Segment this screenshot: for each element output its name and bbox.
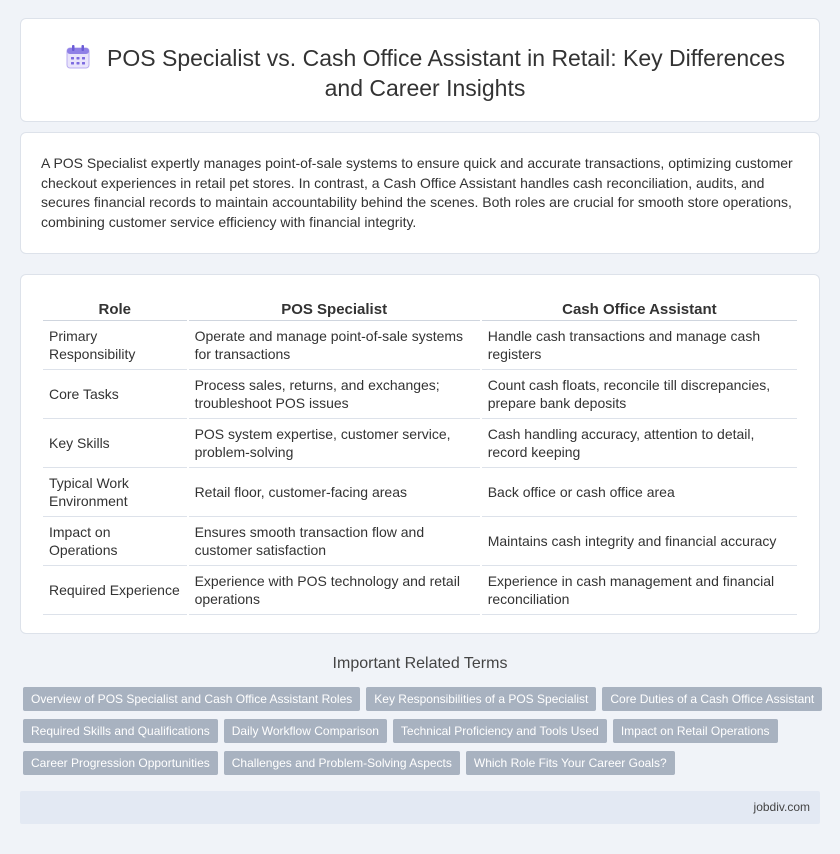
table-row xyxy=(43,517,797,566)
header-card xyxy=(20,18,820,122)
tag-link[interactable]: Overview of POS Specialist and Cash Office Assistant Roles xyxy=(23,687,360,711)
row-label: Primary Responsibility xyxy=(43,321,187,370)
cash-cell: Experience in cash management and financial reconciliation xyxy=(482,566,797,615)
related-terms-tags xyxy=(23,687,823,775)
cash-cell: Count cash floats, reconcile till discrepancies, prepare bank deposits xyxy=(482,370,797,419)
pos-cell: Experience with POS technology and retail operations xyxy=(189,566,480,615)
row-label: Required Experience xyxy=(43,566,187,615)
intro-paragraph: A POS Specialist expertly manages point-of-sale systems to ensure quick and accurate transactions, optimizing customer checkout experiences in retail pet stores. In contrast, a Cash Office Assistant handles cash reconciliation, audits, and secures financial records to maintain accountability behind the scenes. Both roles are crucial for smooth store operations, combining customer service efficiency with financial integrity. xyxy=(41,155,793,230)
page-title xyxy=(51,43,799,103)
table-row xyxy=(43,321,797,370)
page-title-text: POS Specialist vs. Cash Office Assistant in Retail: Key Differences and Career Insights xyxy=(107,45,785,101)
pos-cell: Retail floor, customer-facing areas xyxy=(189,468,480,517)
comparison-card xyxy=(20,274,820,634)
pos-cell: Operate and manage point-of-sale systems for transactions xyxy=(189,321,480,370)
tag-link[interactable]: Technical Proficiency and Tools Used xyxy=(393,719,607,743)
tag-link[interactable]: Career Progression Opportunities xyxy=(23,751,218,775)
header-pos-specialist: POS Specialist xyxy=(189,295,480,321)
footer-site-link[interactable]: jobdiv.com xyxy=(753,800,810,814)
footer xyxy=(20,791,820,824)
cash-cell: Handle cash transactions and manage cash registers xyxy=(482,321,797,370)
header-role: Role xyxy=(43,295,187,321)
cash-cell: Maintains cash integrity and financial accuracy xyxy=(482,517,797,566)
tag-link[interactable]: Daily Workflow Comparison xyxy=(224,719,387,743)
tag-link[interactable]: Required Skills and Qualifications xyxy=(23,719,218,743)
pos-cell: POS system expertise, customer service, problem-solving xyxy=(189,419,480,468)
header xyxy=(51,43,799,103)
related-terms-title: Important Related Terms xyxy=(332,655,508,672)
table-header-row xyxy=(43,295,797,321)
row-label: Typical Work Environment xyxy=(43,468,187,517)
pos-cell: Process sales, returns, and exchanges; troubleshoot POS issues xyxy=(189,370,480,419)
tag-link[interactable]: Impact on Retail Operations xyxy=(613,719,778,743)
cash-cell: Cash handling accuracy, attention to detail, record keeping xyxy=(482,419,797,468)
intro-card xyxy=(20,132,820,254)
table-row xyxy=(43,566,797,615)
table-row xyxy=(43,370,797,419)
comparison-table xyxy=(41,295,799,615)
pos-cell: Ensures smooth transaction flow and customer satisfaction xyxy=(189,517,480,566)
tag-link[interactable]: Key Responsibilities of a POS Specialist xyxy=(366,687,596,711)
calendar-icon xyxy=(65,44,91,70)
cash-cell: Back office or cash office area xyxy=(482,468,797,517)
tag-link[interactable]: Which Role Fits Your Career Goals? xyxy=(466,751,675,775)
row-label: Core Tasks xyxy=(43,370,187,419)
table-row xyxy=(43,468,797,517)
tag-link[interactable]: Challenges and Problem-Solving Aspects xyxy=(224,751,460,775)
tag-link[interactable]: Core Duties of a Cash Office Assistant xyxy=(602,687,822,711)
table-row xyxy=(43,419,797,468)
row-label: Impact on Operations xyxy=(43,517,187,566)
row-label: Key Skills xyxy=(43,419,187,468)
header-cash-office-assistant: Cash Office Assistant xyxy=(482,295,797,321)
